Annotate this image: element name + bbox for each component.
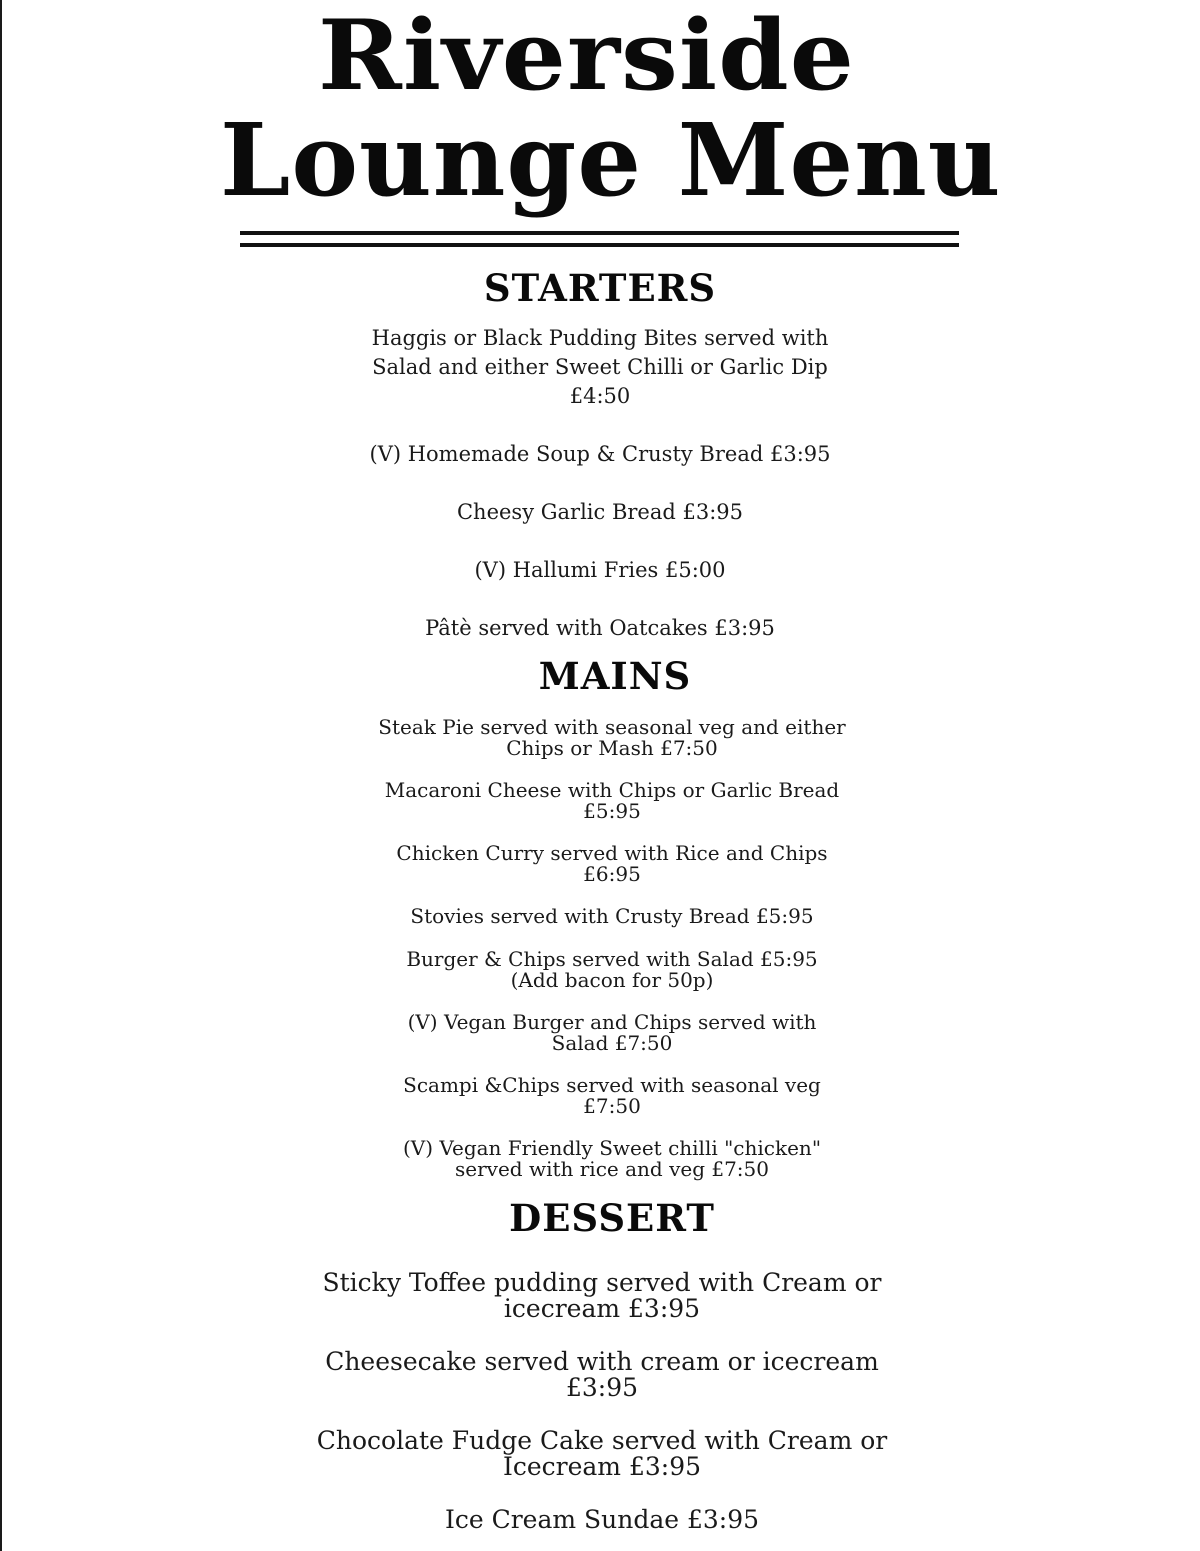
title-divider-top xyxy=(240,231,959,235)
menu-item-line: served with rice and veg £7:50 xyxy=(455,1157,769,1181)
menu-item-line: (V) Homemade Soup & Crusty Bread £3:95 xyxy=(369,442,831,466)
menu-item-line: £4:50 xyxy=(569,384,631,408)
menu-item-line: Ice Cream Sundae £3:95 xyxy=(444,1505,760,1534)
menu-item xyxy=(2,1428,1200,1480)
menu-item-line: £7:50 xyxy=(583,1094,641,1118)
menu-item-line: £5:95 xyxy=(583,799,641,823)
menu-item xyxy=(12,1012,1200,1054)
menu-item xyxy=(12,717,1200,759)
menu-item-line: (V) Vegan Friendly Sweet chilli "chicken" xyxy=(402,1136,822,1160)
menu-item-line: £6:95 xyxy=(583,862,641,886)
menu-item-line: Pâtè served with Oatcakes £3:95 xyxy=(425,616,775,640)
menu-item-line: Macaroni Cheese with Chips or Garlic Bread xyxy=(384,778,840,802)
menu-item xyxy=(12,1075,1200,1117)
menu-item xyxy=(0,556,1200,585)
menu-item xyxy=(2,1270,1200,1322)
menu-item xyxy=(2,1349,1200,1401)
menu-item-line: Haggis or Black Pudding Bites served with xyxy=(371,326,829,350)
menu-item-line: icecream £3:95 xyxy=(503,1294,701,1323)
menu-item xyxy=(0,440,1200,469)
menu-item-line: (V) Hallumi Fries £5:00 xyxy=(474,558,726,582)
menu-item-line: £3:95 xyxy=(565,1373,639,1402)
menu-item-line: Sticky Toffee pudding served with Cream or xyxy=(322,1268,882,1297)
menu-item-line: Stovies served with Crusty Bread £5:95 xyxy=(410,904,814,928)
menu-title-line-1: Riverside xyxy=(318,0,855,112)
menu-item-line: Salad and either Sweet Chilli or Garlic Dip xyxy=(372,355,828,379)
menu-item-line: Salad £7:50 xyxy=(551,1031,673,1055)
menu-item-line: Burger & Chips served with Salad £5:95 xyxy=(406,947,818,971)
menu-item-line: (V) Vegan Burger and Chips served with xyxy=(407,1010,817,1034)
menu-item xyxy=(0,324,1200,411)
starters-heading: STARTERS xyxy=(483,266,717,310)
menu-item xyxy=(12,949,1200,991)
menu-item xyxy=(12,906,1200,927)
menu-item xyxy=(2,1507,1200,1533)
menu-item xyxy=(12,843,1200,885)
menu-item-line: Cheesecake served with cream or icecream xyxy=(325,1347,879,1376)
title-divider-bottom xyxy=(240,243,959,247)
menu-item-line: Chips or Mash £7:50 xyxy=(506,736,718,760)
menu-item xyxy=(12,780,1200,822)
menu-item-line: (Add bacon for 50p) xyxy=(510,968,714,992)
menu-item-line: Chicken Curry served with Rice and Chips xyxy=(396,841,828,865)
mains-heading: MAINS xyxy=(538,654,692,698)
menu-item-line: Chocolate Fudge Cake served with Cream or xyxy=(316,1426,888,1455)
dessert-heading: DESSERT xyxy=(509,1196,715,1240)
menu-item-line: Icecream £3:95 xyxy=(502,1452,702,1481)
menu-item xyxy=(12,1138,1200,1180)
menu-item xyxy=(0,498,1200,527)
menu-item xyxy=(0,614,1200,643)
menu-title-line-2: Lounge Menu xyxy=(220,101,1002,219)
menu-item-line: Steak Pie served with seasonal veg and either xyxy=(378,715,846,739)
menu-item-line: Cheesy Garlic Bread £3:95 xyxy=(456,500,744,524)
menu-item-line: Scampi &Chips served with seasonal veg xyxy=(403,1073,821,1097)
